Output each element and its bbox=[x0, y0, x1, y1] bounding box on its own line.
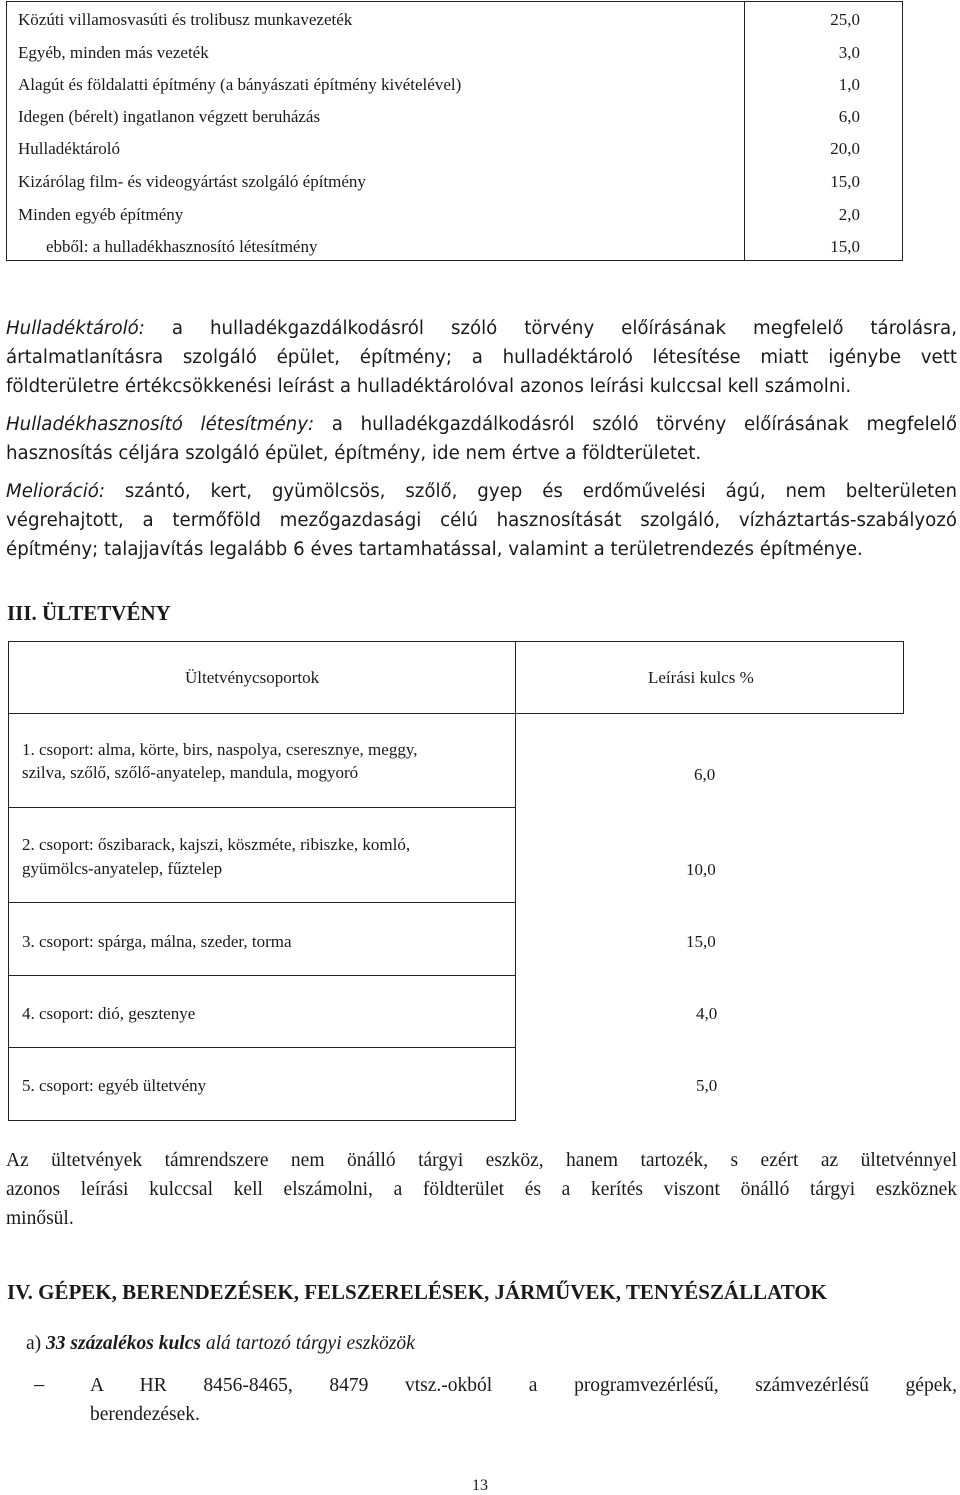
header-rate-label: Leírási kulcs % bbox=[648, 668, 754, 687]
paragraph-line bbox=[6, 314, 957, 343]
paragraph-line: azonos leírási kulccsal kell elszámolni, a földterület és a kerítés viszont önálló tárgyi eszköznek bbox=[6, 1179, 957, 1200]
table-row bbox=[7, 198, 902, 231]
plantation-table bbox=[8, 641, 904, 1121]
definition-text: a hulladékgazdálkodásról szóló törvény előírásának megfelelő tárolásra, bbox=[171, 318, 957, 339]
group-text: alma, körte, birs, naspolya, cseresznye, meggy, bbox=[98, 740, 418, 759]
row-label: Kizárólag film- és videogyártást szolgáló építmény bbox=[18, 172, 366, 191]
definition-text: a hulladékgazdálkodásról szóló törvény előírásának megfelelő bbox=[331, 414, 957, 435]
table-row bbox=[7, 36, 902, 69]
row-label: Alagút és földalatti építmény (a bányászati építmény kivételével) bbox=[18, 75, 462, 94]
group-description-cont: szilva, szőlő, szőlő-anyatelep, mandula, mogyoró bbox=[22, 763, 359, 782]
row-value: 25,0 bbox=[830, 10, 860, 29]
group-rate: 4,0 bbox=[696, 1004, 718, 1023]
group-description bbox=[22, 1074, 206, 1097]
row-label: Egyéb, minden más vezeték bbox=[18, 43, 209, 62]
paragraph-line: ártalmatlanításra szolgáló épület, építmény; a hulladéktároló létesítése miatt igénybe vett bbox=[6, 347, 957, 368]
subsection-heading bbox=[26, 1333, 415, 1355]
row-label: ebből: a hulladékhasznosító létesítmény bbox=[46, 237, 318, 256]
definition-melioracio bbox=[6, 477, 957, 564]
row-label: Hulladéktároló bbox=[18, 139, 120, 158]
row-label: Idegen (bérelt) ingatlanon végzett beruházás bbox=[18, 107, 321, 126]
group-description bbox=[22, 930, 292, 953]
group-prefix: 4. csoport: bbox=[22, 1004, 94, 1023]
page-number: 13 bbox=[472, 1477, 488, 1494]
row-value: 2,0 bbox=[838, 205, 860, 224]
group-text: egyéb ültetvény bbox=[98, 1076, 207, 1095]
row-border bbox=[515, 713, 904, 714]
group-rate: 15,0 bbox=[686, 932, 716, 951]
header-group-label: Ültetvénycsoportok bbox=[185, 668, 320, 687]
row-value: 1,0 bbox=[838, 75, 860, 94]
subsection-text: alá tartozó tárgyi eszközök bbox=[205, 1333, 415, 1354]
paragraph-line: Az ültetvények támrendszere nem önálló tárgyi eszköz, hanem tartozék, s ezért az ültetvénnyel bbox=[6, 1150, 957, 1171]
group-rate: 10,0 bbox=[686, 860, 716, 879]
subsection-marker: a) bbox=[26, 1333, 42, 1354]
table-row bbox=[7, 100, 902, 133]
bullet-dash: − bbox=[33, 1373, 46, 1398]
group-prefix: 3. csoport: bbox=[22, 932, 94, 951]
row-label: Minden egyéb építmény bbox=[18, 205, 184, 224]
subsection-rate: 33 százalékos kulcs bbox=[46, 1333, 201, 1354]
definition-hulladekhasznosito bbox=[6, 410, 957, 468]
paragraph-line: végrehajtott, a termőföld mezőgazdasági célú hasznosítását szolgáló, vízháztartás-szabályozó bbox=[6, 510, 957, 531]
defined-term: Hulladéktároló: bbox=[6, 318, 145, 339]
bullet-item bbox=[90, 1371, 957, 1429]
paragraph-line bbox=[6, 410, 957, 439]
paragraph-line: hasznosítás céljára szolgáló épület, építmény, ide nem értve a földterületet. bbox=[6, 443, 702, 464]
table-row bbox=[7, 3, 902, 36]
table-row bbox=[7, 68, 902, 101]
group-description-cont: gyümölcs-anyatelep, fűztelep bbox=[22, 859, 223, 878]
row-label: Közúti villamosvasúti és trolibusz munkavezeték bbox=[18, 10, 353, 29]
row-value: 15,0 bbox=[830, 237, 860, 256]
paragraph-line: A HR 8456-8465, 8479 vtsz.-okból a programvezérlésű, számvezérlésű gépek, bbox=[90, 1375, 957, 1396]
table-row bbox=[7, 165, 902, 198]
paragraph-line bbox=[6, 477, 957, 506]
plantation-note bbox=[6, 1146, 957, 1233]
table-row bbox=[7, 230, 902, 263]
group-description bbox=[22, 738, 417, 761]
paragraph-line: berendezések. bbox=[90, 1404, 200, 1425]
paragraph-line: földterületre értékcsökkenési leírást a hulladéktárolóval azonos leírási kulccsal kell számolni. bbox=[6, 376, 852, 397]
group-text: dió, gesztenye bbox=[98, 1004, 196, 1023]
row-value: 3,0 bbox=[838, 43, 860, 62]
group-rate: 6,0 bbox=[694, 765, 716, 784]
group-prefix: 2. csoport: bbox=[22, 835, 94, 854]
group-rate: 5,0 bbox=[696, 1076, 718, 1095]
defined-term: Melioráció: bbox=[6, 481, 106, 502]
section-title: IV. GÉPEK, BERENDEZÉSEK, FELSZERELÉSEK, JÁRMŰVEK, TENYÉSZÁLLATOK bbox=[7, 1280, 828, 1304]
group-prefix: 5. csoport: bbox=[22, 1076, 94, 1095]
definition-text: szántó, kert, gyümölcsös, szőlő, gyep és erdőművelési ágú, nem belterületen bbox=[124, 481, 957, 502]
depreciation-rates-table bbox=[6, 1, 903, 261]
definition-hulladektarolo bbox=[6, 314, 957, 401]
column-divider bbox=[515, 713, 516, 1121]
section-title: III. ÜLTETVÉNY bbox=[7, 601, 171, 625]
group-description bbox=[22, 1002, 195, 1025]
defined-term: Hulladékhasznosító létesítmény: bbox=[6, 414, 315, 435]
paragraph-line: minősül. bbox=[6, 1208, 74, 1229]
row-value: 20,0 bbox=[830, 139, 860, 158]
row-value: 6,0 bbox=[838, 107, 860, 126]
table-row bbox=[7, 132, 902, 165]
group-description bbox=[22, 833, 410, 856]
row-value: 15,0 bbox=[830, 172, 860, 191]
group-prefix: 1. csoport: bbox=[22, 740, 94, 759]
group-text: őszibarack, kajszi, köszméte, ribiszke, komló, bbox=[98, 835, 411, 854]
paragraph-line: építmény; talajjavítás legalább 6 éves tartamhatással, valamint a területrendezés építménye. bbox=[6, 539, 863, 560]
group-text: spárga, málna, szeder, torma bbox=[98, 932, 292, 951]
